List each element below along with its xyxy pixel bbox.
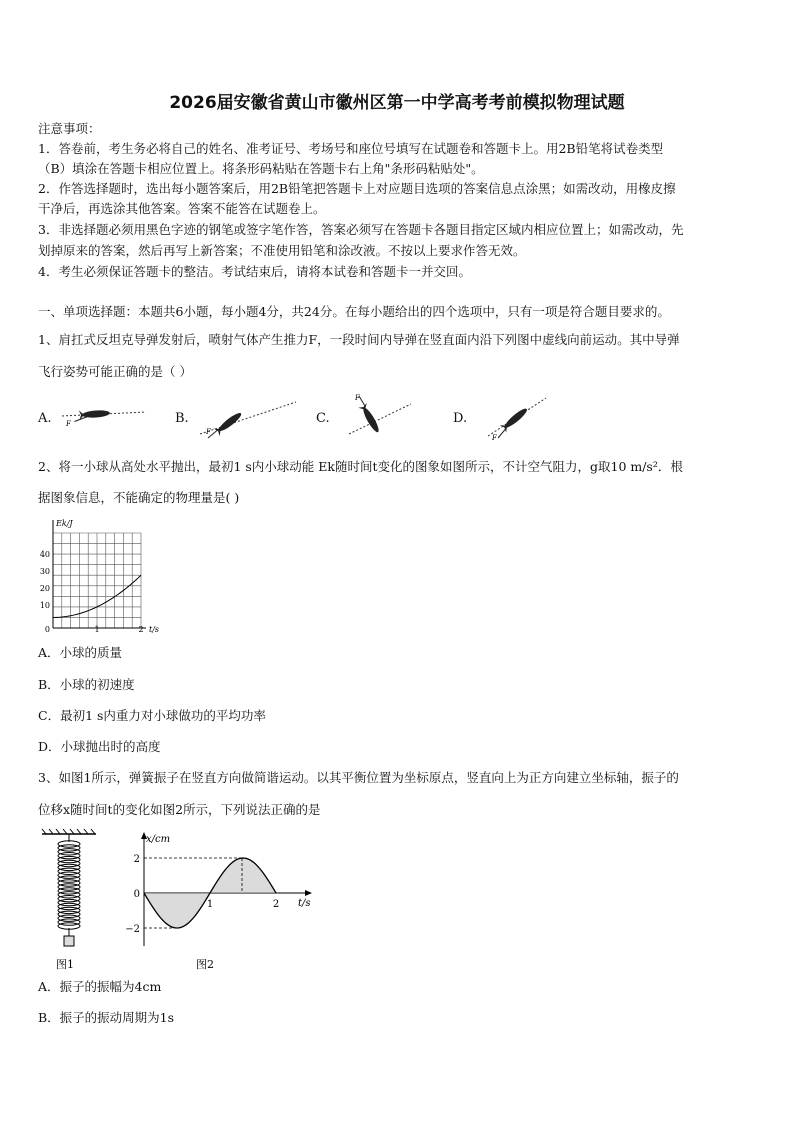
notice-line: 2．作答选择题时，选出每小题答案后，用2B铅笔把答题卡上对应题目选项的答案信息点涂黑；如需改动，用橡皮擦 (38, 181, 676, 196)
q1-option-b-figure (200, 394, 300, 442)
y-tick-label: 20 (39, 584, 50, 593)
figure-2-caption: 图2 (196, 958, 214, 971)
x-tick-label: 2 (138, 625, 144, 634)
q3-displacement-chart (125, 830, 328, 975)
y-tick-label: 10 (39, 601, 50, 610)
x-tick-label: 1 (206, 899, 214, 910)
force-label: F (492, 434, 497, 442)
q1-option-a-label: A. (38, 411, 52, 426)
y-tick-label: 2 (133, 854, 140, 865)
q2-option-d: D．小球抛出时的高度 (38, 739, 161, 754)
notice-line: 4．考生必须保证答题卡的整洁。考试结束后，请将本试卷和答题卡一并交回。 (38, 264, 471, 279)
q2-option-a: A．小球的质量 (38, 645, 123, 660)
notice-line: （B）填涂在答题卡相应位置上。将条形码粘贴在答题卡右上角"条形码粘贴处"。 (38, 161, 484, 176)
y-tick-label: −2 (125, 924, 140, 935)
q1-option-c-figure (345, 392, 415, 442)
y-axis-label: Ek/J (56, 519, 73, 528)
question-3-text: 3、如图1所示，弹簧振子在竖直方向做简谐运动。以其平衡位置为坐标原点，竖直向上为正方向建立坐标轴，振子的 (38, 770, 679, 785)
figure-1-caption: 图1 (56, 958, 74, 971)
force-label: F (206, 428, 211, 436)
q2-option-c: C．最初1 s内重力对小球做功的平均功率 (38, 708, 266, 723)
q1-option-c-label: C. (316, 411, 330, 426)
notice-heading: 注意事项： (38, 121, 101, 136)
q1-option-a-figure (62, 396, 152, 432)
x-axis-label: t/s (298, 898, 311, 909)
q2-option-b: B．小球的初速度 (38, 677, 135, 692)
chart-grid (53, 533, 141, 628)
x-tick-label: 2 (272, 899, 280, 910)
origin-label: 0 (44, 625, 50, 634)
page-title: 2026届安徽省黄山市徽州区第一中学高考考前模拟物理试题 (169, 93, 625, 113)
y-tick-label: 30 (39, 567, 50, 576)
x-tick-label: 1 (94, 625, 100, 634)
q3-option-b: B．振子的振动周期为1s (38, 1010, 175, 1025)
question-2-text: 据图象信息，不能确定的物理量是( ) (38, 490, 240, 505)
y-tick-label: 40 (39, 550, 50, 559)
force-label: F (66, 420, 71, 428)
oscillator-block (64, 936, 74, 946)
notice-line: 1．答卷前，考生务必将自己的姓名、准考证号、考场号和座位号填写在试题卷和答题卡上。用2B铅笔将试卷类型 (38, 141, 664, 156)
x-axis-label: t/s (149, 625, 160, 634)
y-tick-label: 0 (133, 889, 140, 900)
y-axis-label: x/cm (146, 834, 171, 845)
question-2-text: 2、将一小球从高处水平抛出，最初1 s内小球动能 Ek随时间t变化的图象如图所示，不计空气阻力，g取10 m/s²．根 (38, 459, 683, 474)
q1-option-b-label: B. (175, 411, 189, 426)
question-1-text: 飞行姿势可能正确的是（ ） (38, 364, 192, 379)
section-heading: 一、单项选择题：本题共6小题，每小题4分，共24分。在每小题给出的四个选项中，只有一项是符合题目要求的。 (38, 304, 670, 319)
question-1-text: 1、肩扛式反坦克导弹发射后，喷射气体产生推力F，一段时间内导弹在竖直面内沿下列图中虚线向前运动。其中导弹 (38, 332, 680, 347)
q1-option-d-figure (484, 394, 554, 442)
force-label: F (355, 394, 360, 402)
notice-line: 划掉原来的答案，然后再写上新答案；不准使用铅笔和涂改液。不按以上要求作答无效。 (38, 243, 526, 258)
q3-spring-figure (40, 828, 110, 973)
notice-line: 干净后，再选涂其他答案。答案不能答在试题卷上。 (38, 201, 326, 216)
q3-option-a: A．振子的振幅为4cm (38, 979, 162, 994)
q2-ek-time-chart (38, 516, 168, 636)
notice-line: 3．非选择题必须用黑色字迹的钢笔或签字笔作答，答案必须写在答题卡各题目指定区域内相应位置上；如需改动，先 (38, 222, 684, 237)
question-3-text: 位移x随时间t的变化如图2所示，下列说法正确的是 (38, 802, 321, 817)
spring-coil (58, 841, 80, 929)
q1-option-d-label: D. (453, 411, 468, 426)
